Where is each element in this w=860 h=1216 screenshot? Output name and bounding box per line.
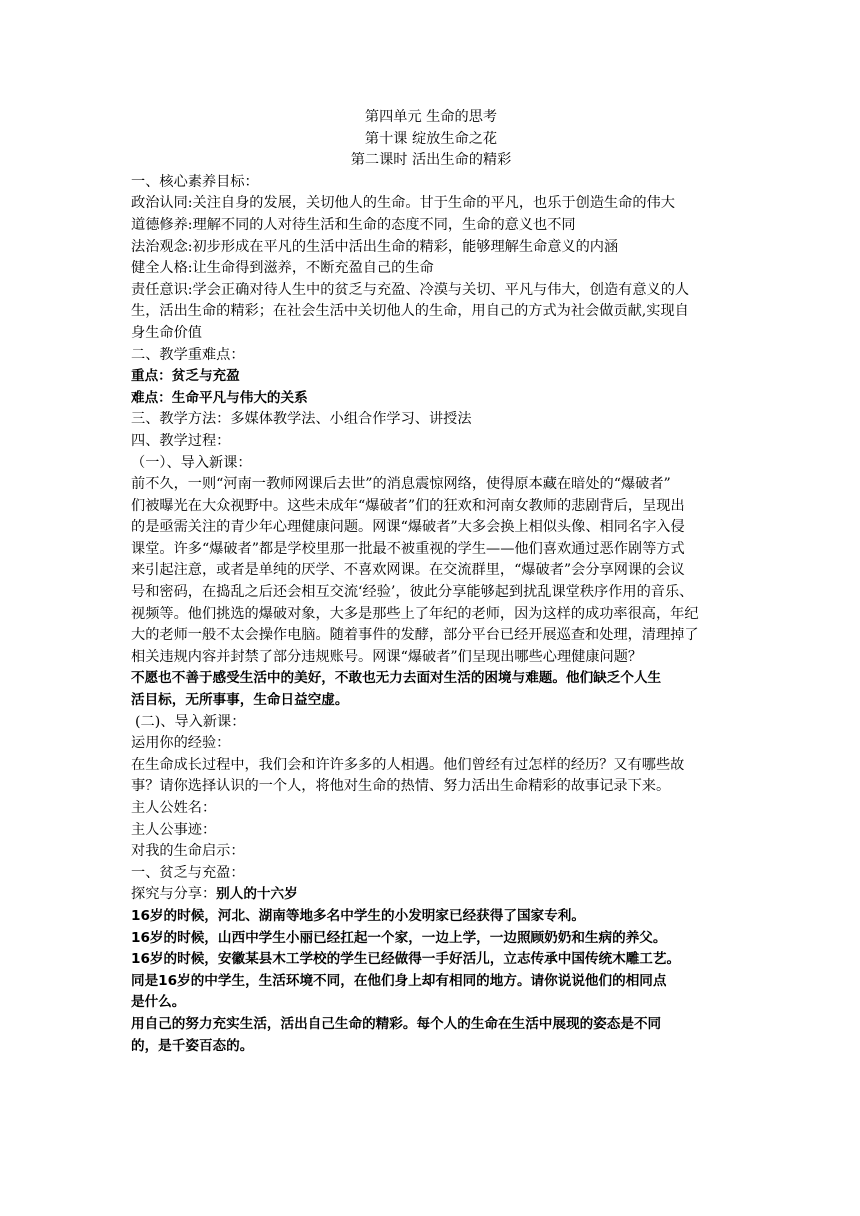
intro1-paragraph-line: 大的老师一般不太会操作电脑。随着事件的发酵，部分平台已经开展巡查和处理，清理掉了 bbox=[131, 627, 699, 644]
intro1-heading: （一）、导入新课： bbox=[131, 454, 252, 471]
bold-text-line: 同是16岁的中学生，生活环境不同，在他们身上却有相同的地方。请你说说他们的相同点 bbox=[131, 972, 667, 989]
intro1-paragraph-line: 们被曝光在大众视野中。这些未成年“爆破者”们的狂欢和河南女教师的悲剧背后，呈现出 bbox=[131, 497, 685, 514]
intro1-paragraph-line: 相关违规内容并封禁了部分违规账号。网课“爆破者”们呈现出哪些心理健康问题？ bbox=[131, 648, 643, 665]
objective-responsibility-line: 身生命价值 bbox=[131, 324, 202, 341]
intro1-paragraph-line: 前不久，一则“河南一教师网课后去世”的消息震惊网络，使得原本藏在暗处的“爆破者” bbox=[131, 476, 671, 493]
objectives-heading: 一、核心素养目标： bbox=[131, 173, 259, 190]
intro1-paragraph-line: 号和密码，在捣乱之后还会相互交流‘经验’，彼此分享能够起到扰乱课堂秩序作用的音乐、 bbox=[131, 584, 694, 601]
intro1-paragraph-line: 课堂。许多“爆破者”都是学校里那一批最不被重视的学生——他们喜欢通过恶作剧等方式 bbox=[131, 540, 685, 557]
process-heading: 四、教学过程： bbox=[131, 432, 231, 449]
life-inspiration-label: 对我的生命启示： bbox=[131, 843, 245, 860]
period-title: 第二课时 活出生命的精彩 bbox=[350, 152, 512, 169]
bold-text-line: 16岁的时候，安徽某县木工学校的学生已经做得一手好活儿，立志传承中国传统木雕工艺。 bbox=[131, 951, 681, 968]
bold-text-line: 是什么。 bbox=[131, 994, 186, 1011]
unit-title: 第四单元 生命的思考 bbox=[364, 109, 498, 125]
explore-prefix: 探究与分享： bbox=[131, 886, 217, 903]
teaching-methods: 三、教学方法：多媒体教学法、小组合作学习、讲授法 bbox=[131, 411, 472, 428]
objective-law: 法治观念:初步形成在平凡的生活中活出生命的精彩，能够理解生命意义的内涵 bbox=[131, 238, 619, 255]
protagonist-name-label: 主人公姓名： bbox=[131, 800, 217, 816]
lesson-title: 第十课 绽放生命之花 bbox=[364, 130, 498, 147]
objective-moral: 道德修养:理解不同的人对待生活和生命的态度不同，生命的意义也不同 bbox=[131, 216, 576, 233]
bold-text-line: 16岁的时候，山西中学生小丽已经扛起一个家，一边上学，一边照顾奶奶和生病的养父。 bbox=[131, 929, 667, 946]
section1-heading: 一、贫乏与充盈： bbox=[131, 864, 245, 881]
key-point: 重点：贫乏与充盈 bbox=[131, 368, 240, 385]
bold-text-line: 用自己的努力充实生活，活出自己生命的精彩。每个人的生命在生活中展现的姿态是不同 bbox=[131, 1015, 662, 1032]
objective-personality: 健全人格:让生命得到滋养，不断充盈自己的生命 bbox=[131, 260, 434, 277]
intro1-answer-line: 活目标，无所事事，生命日益空虚。 bbox=[131, 692, 349, 709]
intro1-paragraph-line: 视频等。他们挑选的爆破对象，大多是那些上了年纪的老师，因为这样的成功率很高，年纪 bbox=[131, 605, 699, 622]
experience-paragraph-line: 事？请你选择认识的一个人，将他对生命的热情、努力活出生命精彩的故事记录下来。 bbox=[131, 778, 671, 795]
explore-share-line bbox=[131, 884, 731, 906]
bold-text-line: 16岁的时候，河北、湖南等地多名中学生的小发明家已经获得了国家专利。 bbox=[131, 907, 585, 924]
intro2-heading: (二)、导入新课： bbox=[135, 713, 246, 730]
explore-title: 别人的十六岁 bbox=[216, 886, 298, 903]
document-page bbox=[131, 107, 731, 1057]
intro1-answer-line: 不愿也不善于感受生活中的美好，不敢也无力去面对生活的困境与难题。他们缺乏个人生 bbox=[131, 670, 662, 687]
intro1-paragraph-line: 来引起注意，或者是单纯的厌学、不喜欢网课。在交流群里，“爆破者”会分享网课的会议 bbox=[131, 562, 685, 579]
key-points-heading: 二、教学重难点： bbox=[131, 346, 245, 363]
experience-label: 运用你的经验： bbox=[131, 735, 231, 752]
objective-responsibility-line: 责任意识:学会正确对待人生中的贫乏与充盈、冷漠与关切、平凡与伟大，创造有意义的人 bbox=[131, 281, 690, 298]
objective-responsibility-line: 生，活出生命的精彩；在社会生活中关切他人的生命，用自己的方式为社会做贡献,实现自 bbox=[131, 303, 689, 320]
experience-paragraph-line: 在生命成长过程中，我们会和许许多多的人相遇。他们曾经有过怎样的经历？又有哪些故 bbox=[131, 756, 685, 773]
objective-political: 政治认同:关注自身的发展，关切他人的生命。甘于生命的平凡，也乐于创造生命的伟大 bbox=[131, 195, 675, 212]
protagonist-deeds-label: 主人公事迹： bbox=[131, 821, 217, 838]
bold-text-line: 的，是千姿百态的。 bbox=[131, 1037, 254, 1054]
intro1-paragraph-line: 的是亟需关注的青少年心理健康问题。网课“爆破者”大多会换上相似头像、相同名字入侵 bbox=[131, 519, 685, 536]
difficult-point: 难点：生命平凡与伟大的关系 bbox=[131, 389, 308, 406]
